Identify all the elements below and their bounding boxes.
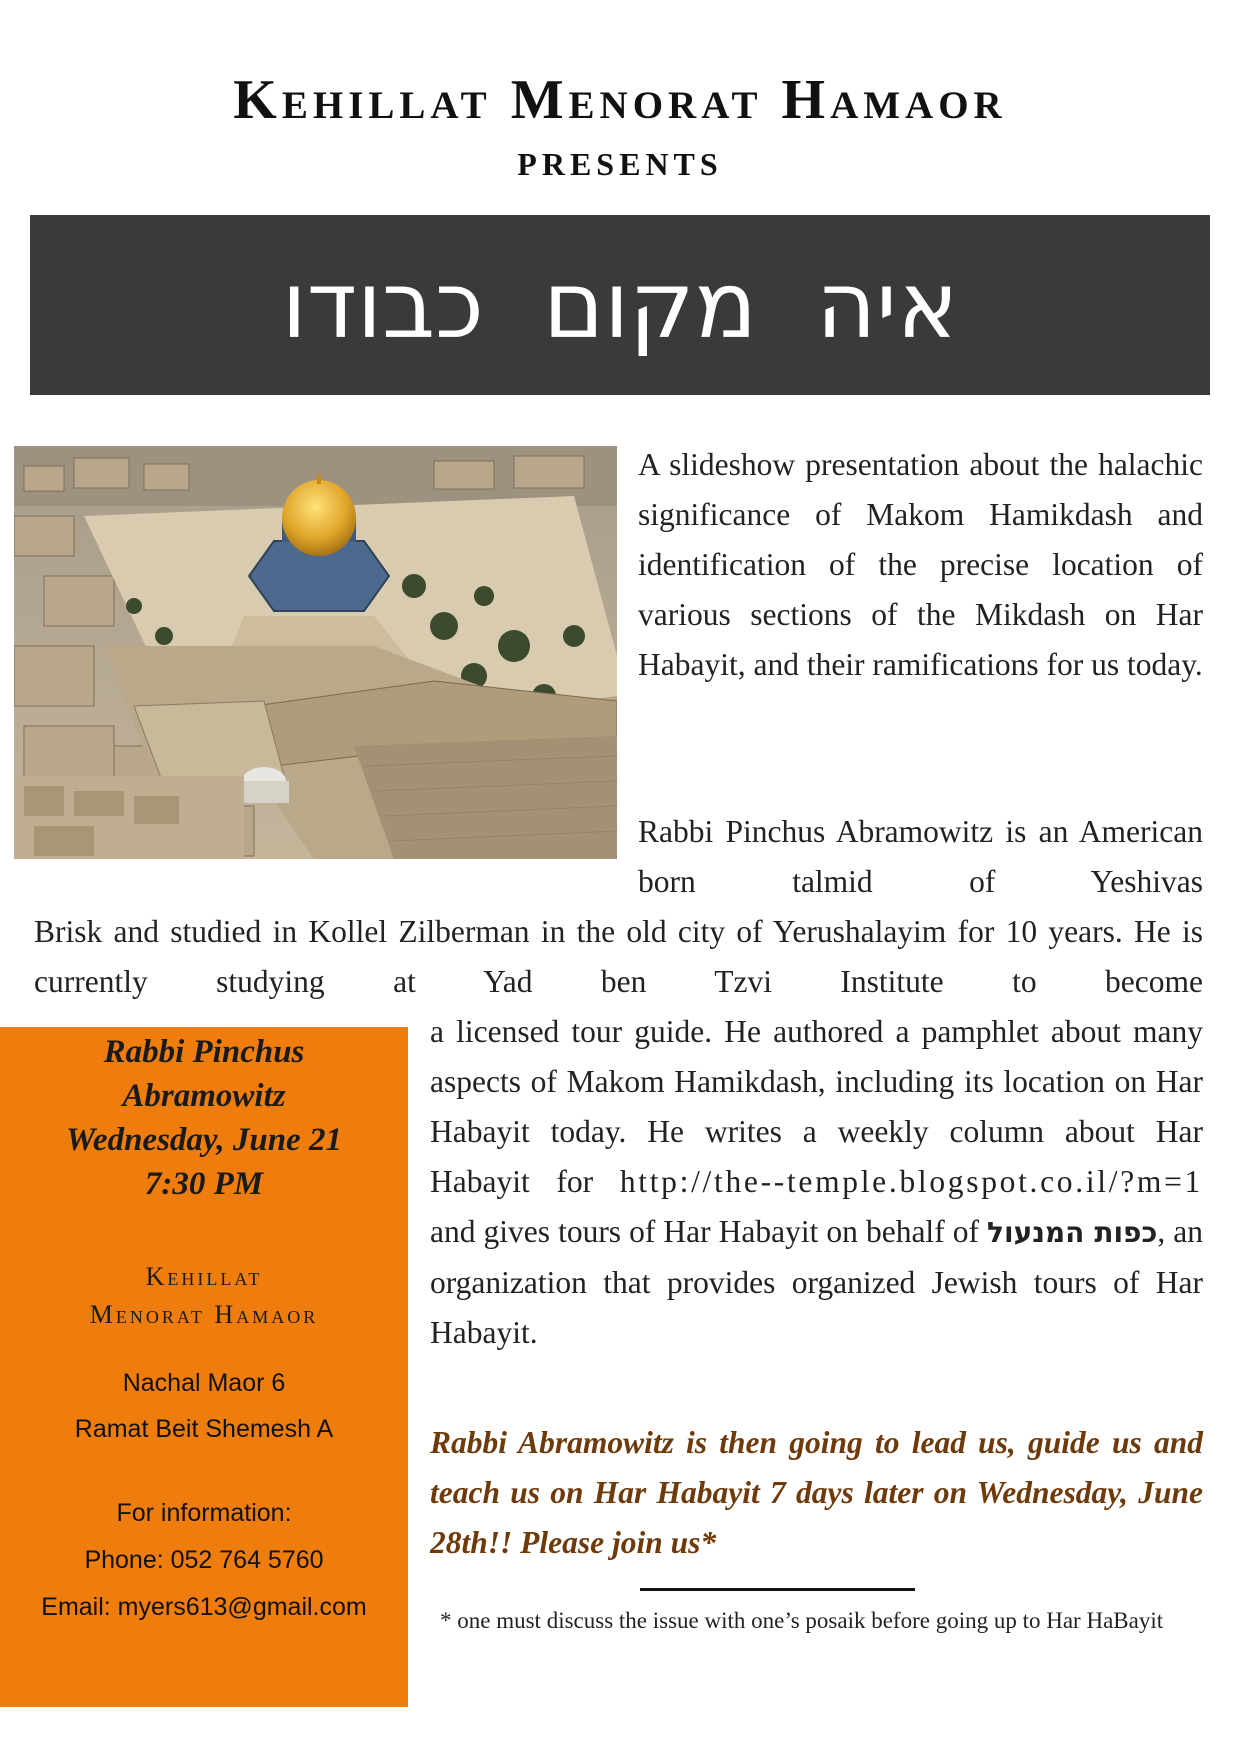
footnote: * one must discuss the issue with one’s posaik before going up to Har HaBayit bbox=[440, 1608, 1164, 1633]
bio-line-2: Brisk and studied in Kollel Zilberman in the old city of Yerushalayim for 10 years. He is currently studying at Yad ben Tzvi Institute to become bbox=[34, 914, 1203, 999]
title-banner bbox=[30, 215, 1210, 395]
speaker-first-name: Rabbi Pinchus bbox=[103, 1034, 305, 1070]
event-address bbox=[0, 1360, 408, 1452]
contact-info bbox=[0, 1490, 408, 1631]
hebrew-organization-name: כפות המנעול bbox=[987, 1216, 1158, 1249]
event-organization bbox=[0, 1258, 408, 1334]
address-line-1: Nachal Maor 6 bbox=[122, 1369, 286, 1397]
event-time: 7:30 PM bbox=[144, 1166, 264, 1202]
divider-line bbox=[640, 1588, 915, 1591]
bio-paragraph bbox=[430, 1007, 1203, 1358]
bio-text-after-url: and gives tours of Har Habayit on behalf of bbox=[430, 1214, 979, 1249]
bio-text-before-url: a licensed tour guide. He authored a pamphlet about many aspects of Makom Hamikdash, including its location on Har Habayit today. He writes a weekly column about Har Habayit for bbox=[430, 1014, 1203, 1199]
blog-url[interactable]: http://the--temple.blogspot.co.il/?m=1 bbox=[619, 1164, 1203, 1199]
address-line-2: Ramat Beit Shemesh A bbox=[74, 1415, 334, 1443]
temple-mount-photo bbox=[14, 446, 617, 859]
info-label: For information: bbox=[116, 1499, 292, 1527]
intro-paragraph: A slideshow presentation about the halachic significance of Makom Hamikdash and identification of the precise location of various sections of the Mikdash on Har Habayit, and their ramifications for us today. bbox=[638, 447, 1203, 682]
phone-number[interactable]: Phone: 052 764 5760 bbox=[84, 1546, 324, 1574]
presents-label: PRESENTS bbox=[517, 146, 723, 182]
email-address[interactable]: Email: myers613@gmail.com bbox=[41, 1593, 367, 1621]
tour-callout: Rabbi Abramowitz is then going to lead us, guide us and teach us on Har Habayit 7 days later on Wednesday, June 28th!! Please join us* bbox=[430, 1425, 1203, 1560]
speaker-last-name: Abramowitz bbox=[122, 1078, 286, 1114]
event-org-line-1: Kehillat bbox=[145, 1262, 263, 1291]
organization-title: Kehillat Menorat Hamaor bbox=[233, 69, 1007, 131]
bio-line-1: Rabbi Pinchus Abramowitz is an American born talmid of Yeshivas bbox=[638, 814, 1203, 899]
bio-text-end: , an organization that provides organized Jewish tours of Har Habayit. bbox=[430, 1214, 1203, 1350]
event-date: Wednesday, June 21 bbox=[66, 1122, 342, 1158]
hebrew-title: איה מקום כבודו bbox=[281, 251, 959, 359]
event-org-line-2: Menorat Hamaor bbox=[89, 1300, 319, 1329]
event-speaker-block bbox=[0, 1030, 408, 1206]
